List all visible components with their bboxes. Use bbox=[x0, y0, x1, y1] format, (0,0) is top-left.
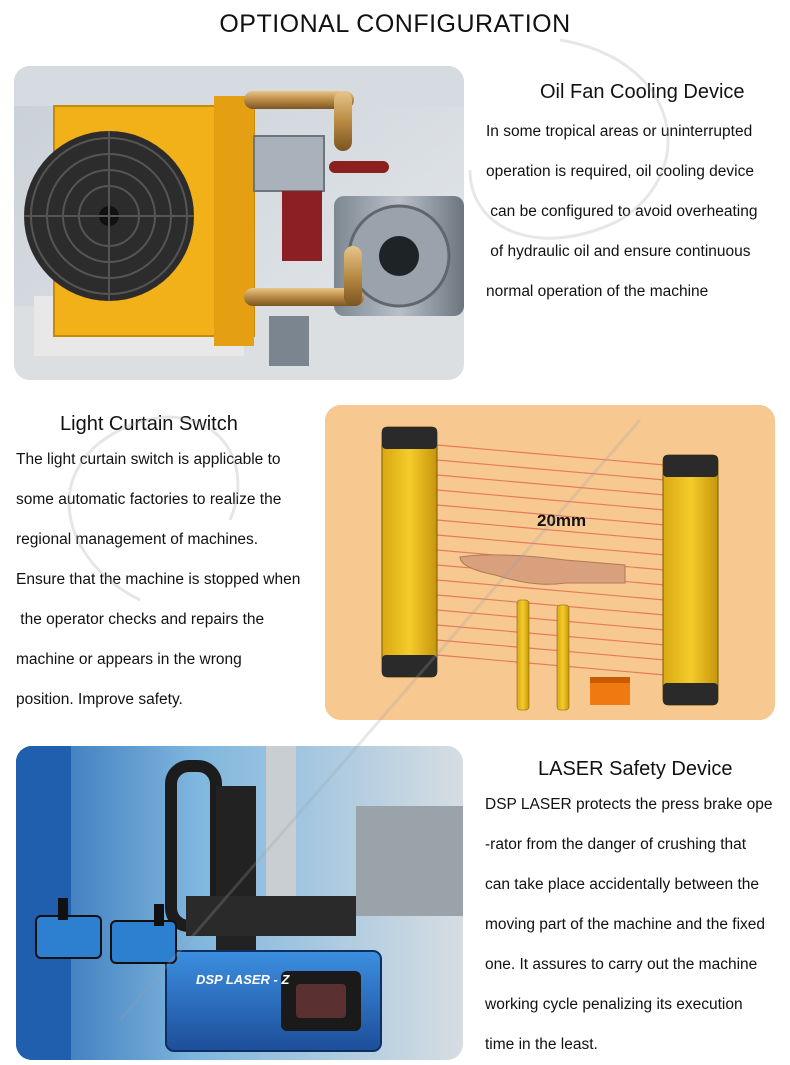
light-curtain-heading: Light Curtain Switch bbox=[60, 413, 238, 435]
text-line: working cycle penalizing its execution bbox=[485, 996, 743, 1013]
text-line: normal operation of the machine bbox=[486, 283, 709, 300]
text-line: regional management of machines. bbox=[16, 531, 259, 548]
light-curtain-photo bbox=[325, 405, 775, 720]
oil-cooling-description bbox=[486, 112, 757, 312]
text-line: can take place accidentally between the bbox=[485, 876, 760, 893]
text-line: operation is required, oil cooling device bbox=[486, 163, 754, 180]
laser-device-photo bbox=[16, 746, 463, 1060]
laser-safety-description bbox=[485, 785, 772, 1065]
text-line: the operator checks and repairs the bbox=[16, 611, 265, 628]
text-line: The light curtain switch is applicable to bbox=[16, 451, 281, 468]
text-line: one. It assures to carry out the machine bbox=[485, 956, 758, 973]
page-title: OPTIONAL CONFIGURATION bbox=[219, 10, 571, 38]
oil-cooling-heading: Oil Fan Cooling Device bbox=[540, 81, 745, 103]
light-curtain-description bbox=[16, 440, 300, 720]
text-line: time in the least. bbox=[485, 1036, 598, 1053]
text-line: of hydraulic oil and ensure continuous bbox=[486, 243, 751, 260]
text-line: -rator from the danger of crushing that bbox=[485, 836, 747, 853]
laser-safety-heading: LASER Safety Device bbox=[538, 758, 733, 780]
oil-cooler-photo bbox=[14, 66, 464, 380]
text-line: can be configured to avoid overheating bbox=[486, 203, 758, 220]
beam-gap-label: 20mm bbox=[537, 511, 587, 530]
laser-device-label: DSP LASER - Z bbox=[196, 972, 290, 987]
text-line: In some tropical areas or uninterrupted bbox=[486, 123, 753, 140]
text-line: DSP LASER protects the press brake ope bbox=[485, 796, 773, 813]
text-line: Ensure that the machine is stopped when bbox=[16, 571, 301, 588]
text-line: some automatic factories to realize the bbox=[16, 491, 282, 508]
text-line: machine or appears in the wrong bbox=[16, 651, 242, 668]
text-line: moving part of the machine and the fixed bbox=[485, 916, 766, 933]
text-line: position. Improve safety. bbox=[16, 691, 183, 708]
